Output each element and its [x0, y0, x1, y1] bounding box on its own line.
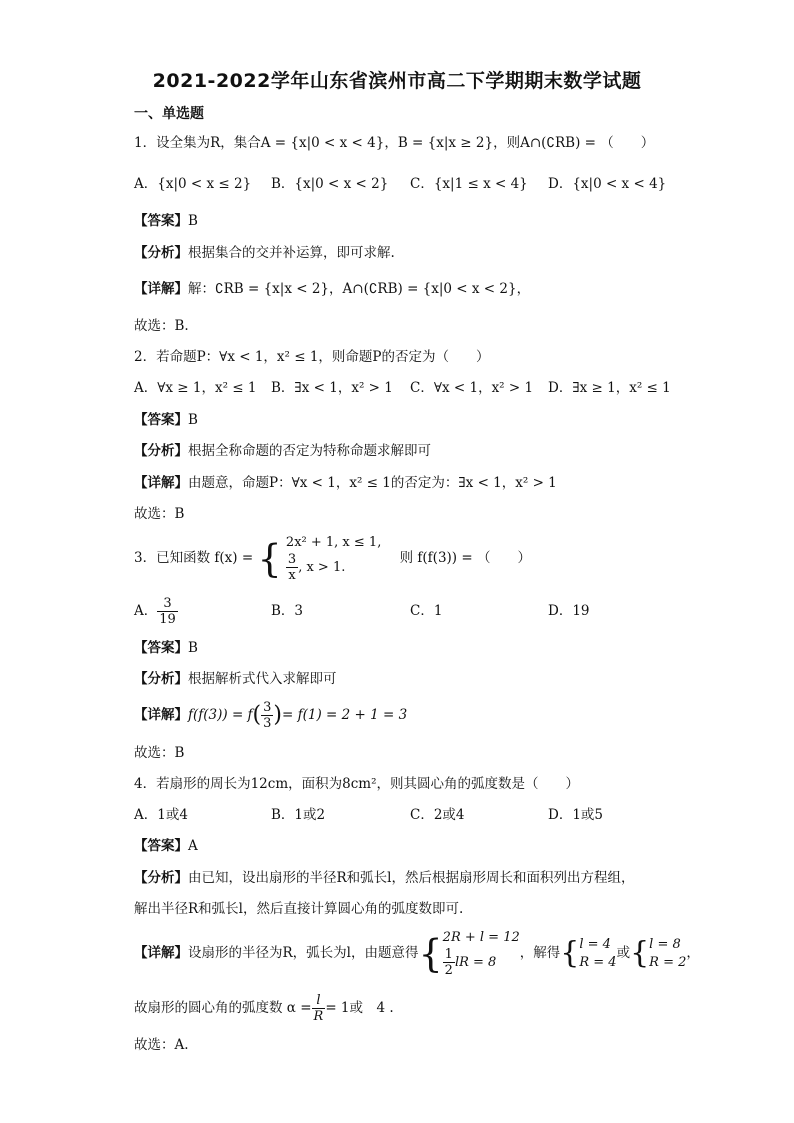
- equation-2: [443, 947, 520, 978]
- piecewise-cases: [286, 534, 381, 583]
- q3-analysis: [134, 669, 337, 689]
- answer-tag: 【答案】: [134, 838, 188, 854]
- brace-symbol: {: [418, 931, 443, 976]
- detail-tag: 【详解】: [134, 281, 188, 297]
- q3-option-c: C．1: [410, 603, 443, 619]
- analysis-tag: 【分析】: [134, 245, 188, 261]
- brace-symbol: {: [257, 536, 282, 581]
- q3-stem-suffix: 则 f(f(3)) = （ ）: [399, 550, 531, 566]
- tail-punctuation: ，: [686, 945, 700, 961]
- answer-tag: 【答案】: [134, 640, 188, 656]
- conclusion-prefix: 故扇形的圆心角的弧度数 α =: [134, 1000, 312, 1016]
- q4-option-c: C．2或4: [410, 807, 465, 823]
- analysis-text: 由已知，设出扇形的半径R和弧长l，然后根据扇形周长和面积列出方程组，: [188, 870, 635, 886]
- analysis-text: 根据解析式代入求解即可: [188, 671, 337, 687]
- q2-option-a: A．∀x ≥ 1，x² ≤ 1: [134, 380, 257, 396]
- answer-tag: 【答案】: [134, 412, 188, 428]
- equation-system: [443, 929, 520, 978]
- q4-detail: [134, 925, 700, 981]
- q2-analysis: [134, 441, 431, 461]
- q3-answer: [134, 638, 198, 658]
- detail-prefix: f(f(3)) = f: [188, 707, 253, 723]
- detail-tag: 【详解】: [134, 707, 188, 723]
- fraction-numerator: 1: [444, 947, 453, 962]
- answer-value: A: [188, 838, 198, 854]
- fraction-numerator: l: [312, 993, 326, 1009]
- solution-1: [579, 936, 616, 972]
- q4-stem: 4．若扇形的周长为12cm，面积为8cm²，则其圆心角的弧度数是（ ）: [134, 776, 579, 792]
- brace-symbol: {: [630, 935, 650, 971]
- q1-option-b: B．{x|0 < x < 2}: [271, 176, 389, 192]
- q4-analysis-line-2: 解出半径R和弧长l，然后直接计算圆心角的弧度数即可.: [134, 901, 464, 917]
- q2-answer: [134, 410, 198, 430]
- section-heading: 一、单选题: [134, 106, 204, 122]
- fraction-denominator: R: [313, 1009, 324, 1024]
- q3-stem-prefix: 3．已知函数 f(x) =: [134, 550, 254, 566]
- q3-detail: [134, 696, 407, 734]
- fraction-denominator: 2: [444, 963, 453, 978]
- case-2: [286, 552, 381, 583]
- fraction-denominator: x: [288, 568, 296, 583]
- solution-2-l: l = 8: [649, 936, 681, 952]
- or-text: 或: [616, 945, 631, 961]
- q1-option-d: D．{x|0 < x < 4}: [548, 176, 667, 192]
- q3-option-d: D．19: [548, 603, 590, 619]
- q3-option-b: B．3: [271, 603, 304, 619]
- paren-open: (: [252, 702, 262, 728]
- detail-tag: 【详解】: [134, 945, 188, 961]
- q4-option-b: B．1或2: [271, 807, 326, 823]
- fraction-denominator: 19: [159, 612, 176, 627]
- q2-choose: 故选：B: [134, 506, 185, 522]
- detail-text: 解：∁RB = {x|x < 2}，A∩(∁RB) = {x|0 < x < 2}，: [188, 281, 531, 297]
- equation-2-fraction: [443, 947, 455, 978]
- q3-choose: 故选：B: [134, 745, 185, 761]
- solve-text: ，解得: [519, 945, 561, 961]
- q4-answer: [134, 836, 198, 856]
- q2-option-c: C．∀x < 1，x² > 1: [410, 380, 534, 396]
- q4-conclusion: [134, 990, 394, 1026]
- detail-text: 由题意，命题P：∀x < 1，x² ≤ 1的否定为：∃x < 1，x² > 1: [188, 475, 557, 491]
- q1-option-a: A．{x|0 < x ≤ 2}: [134, 176, 252, 192]
- solution-2: [649, 936, 686, 972]
- fraction-numerator: 3: [263, 700, 272, 715]
- answer-value: B: [188, 213, 198, 229]
- conclusion-suffix: = 1或 4 .: [325, 1000, 394, 1016]
- solution-2-r: R = 2: [649, 954, 687, 970]
- q2-stem: 2．若命题P：∀x < 1，x² ≤ 1，则命题P的否定为（ ）: [134, 349, 490, 365]
- brace-symbol: {: [560, 935, 580, 971]
- analysis-tag: 【分析】: [134, 870, 188, 886]
- solution-1-l: l = 4: [579, 936, 611, 952]
- answer-tag: 【答案】: [134, 213, 188, 229]
- detail-fraction: [261, 700, 273, 731]
- case-1: 2x² + 1, x ≤ 1,: [285, 535, 382, 550]
- q2-option-b: B．∃x < 1，x² > 1: [271, 380, 393, 396]
- case-2-condition: , x > 1.: [298, 560, 346, 575]
- q1-stem: 1．设全集为R，集合A = {x|0 < x < 4}，B = {x|x ≥ 2}，则A∩(∁RB) = （ ）: [134, 135, 655, 151]
- analysis-tag: 【分析】: [134, 443, 188, 459]
- q3-stem: [134, 532, 531, 588]
- q1-option-c: C．{x|1 ≤ x < 4}: [410, 176, 528, 192]
- fraction-numerator: 3: [287, 552, 297, 567]
- q2-option-d: D．∃x ≥ 1，x² ≤ 1: [548, 380, 671, 396]
- answer-value: B: [188, 412, 198, 428]
- paren-close: ): [273, 702, 283, 728]
- q2-detail: [134, 473, 557, 493]
- q3-option-a: [134, 596, 178, 627]
- equation-1: 2R + l = 12: [442, 930, 520, 945]
- q1-detail: [134, 279, 530, 299]
- q4-option-d: D．1或5: [548, 807, 604, 823]
- detail-suffix: = f(1) = 2 + 1 = 3: [282, 707, 408, 723]
- detail-tag: 【详解】: [134, 475, 188, 491]
- analysis-tag: 【分析】: [134, 671, 188, 687]
- q1-analysis: [134, 243, 395, 263]
- detail-prefix: 设扇形的半径为R，弧长为l，由题意得: [188, 945, 419, 961]
- solution-1-r: R = 4: [579, 954, 617, 970]
- analysis-text: 根据全称命题的否定为特称命题求解即可: [188, 443, 431, 459]
- conclusion-fraction: [312, 993, 326, 1024]
- fraction-numerator: 3: [157, 596, 178, 612]
- q1-choose: 故选：B.: [134, 318, 189, 334]
- case-2-fraction: [286, 552, 298, 583]
- fraction-denominator: 3: [263, 716, 272, 731]
- answer-value: B: [188, 640, 198, 656]
- q4-option-a: A．1或4: [134, 807, 188, 823]
- analysis-text: 根据集合的交并补运算，即可求解.: [188, 245, 395, 261]
- q4-analysis-line-1: [134, 868, 634, 888]
- q4-choose: 故选：A.: [134, 1037, 189, 1053]
- q1-answer: [134, 211, 198, 231]
- option-a-fraction: [157, 596, 178, 627]
- equation-2-rest: lR = 8: [454, 955, 497, 970]
- option-label: A．: [134, 603, 158, 619]
- page-title: 2021-2022学年山东省滨州市高二下学期期末数学试题: [152, 70, 642, 92]
